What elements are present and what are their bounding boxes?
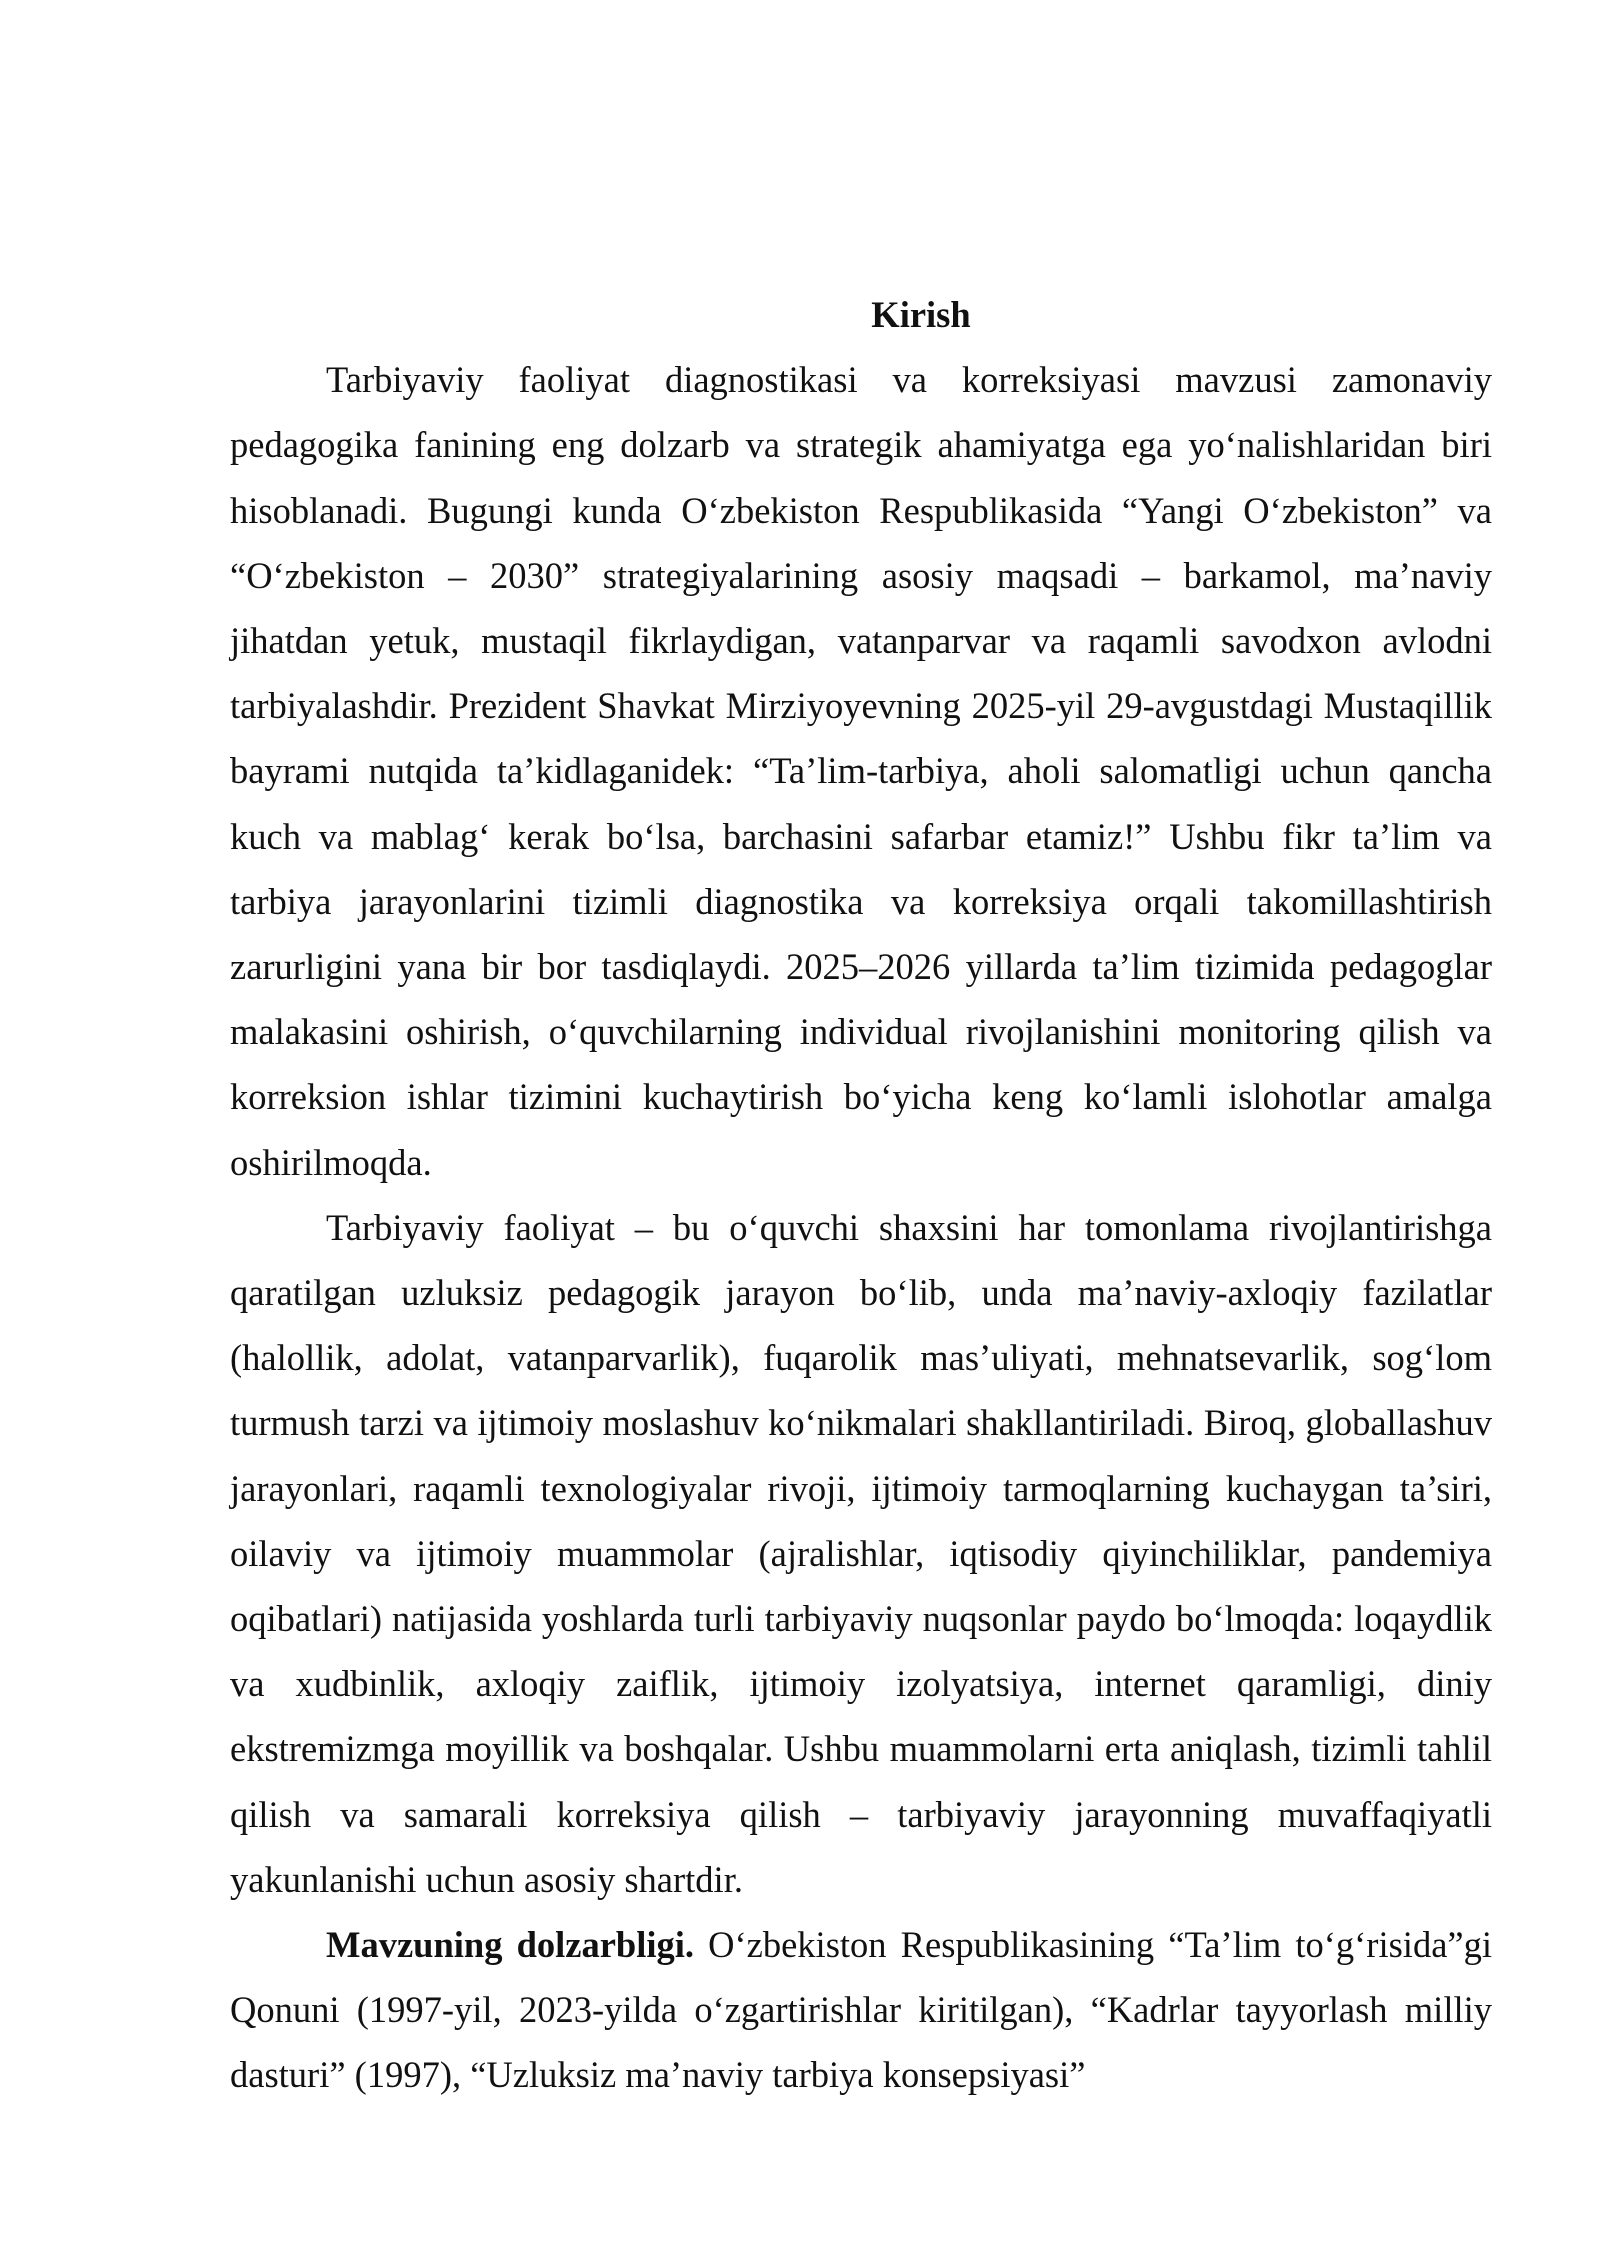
relevance-heading: Mavzuning dolzarbligi. [326, 1924, 695, 1966]
paragraph-relevance [230, 1912, 1492, 2108]
relevance-text: O‘zbekiston Respublikasining “Ta’lim to‘g‘risida”gi Qonuni (1997-yil, 2023-yilda o‘zgartirishlar kiritilgan), “Kadrlar tayyorlash milliy dasturi” (1997), “Uzluksiz ma’naviy tarbiya konsepsiyasi” [230, 1924, 1492, 2096]
document-page [230, 282, 1492, 2108]
paragraph-educational-activity: Tarbiyaviy faoliyat – bu o‘quvchi shaxsini har tomonlama rivojlantirishga qaratilgan uzluksiz pedagogik jarayon bo‘lib, unda ma’naviy-axloqiy fazilatlar (halollik, adolat, vatanparvarlik), fuqarolik mas’uliyati, mehnatsevarlik, sog‘lom turmush tarzi va ijtimoiy moslashuv ko‘nikmalari shakllantiriladi. Biroq, globallashuv jarayonlari, raqamli texnologiyalar rivoji, ijtimoiy tarmoqlarning kuchaygan ta’siri, oilaviy va ijtimoiy muammolar (ajralishlar, iqtisodiy qiyinchiliklar, pandemiya oqibatlari) natijasida yoshlarda turli tarbiyaviy nuqsonlar paydo bo‘lmoqda: loqaydlik va xudbinlik, axloqiy zaiflik, ijtimoiy izolyatsiya, internet qaramligi, diniy ekstremizmga moyillik va boshqalar. Ushbu muammolarni erta aniqlash, tizimli tahlil qilish va samarali korreksiya qilish – tarbiyaviy jarayonning muvaffaqiyatli yakunlanishi uchun asosiy shartdir. [230, 1206, 1492, 1900]
page-title: Kirish [871, 294, 971, 335]
paragraph-intro: Tarbiyaviy faoliyat diagnostikasi va korreksiyasi mavzusi zamonaviy pedagogika fanining eng dolzarb va strategik ahamiyatga ega yo‘nalishlaridan biri hisoblanadi. Bugungi kunda O‘zbekiston Respublikasida “Yangi O‘zbekiston” va “O‘zbekiston – 2030” strategiyalarining asosiy maqsadi – barkamol, ma’naviy jihatdan yetuk, mustaqil fikrlaydigan, vatanparvar va raqamli savodxon avlodni tarbiyalashdir. Prezident Shavkat Mirziyoyevning 2025-yil 29-avgustdagi Mustaqillik bayrami nutqida ta’kidlaganidek: “Ta’lim-tarbiya, aholi salomatligi uchun qancha kuch va mablag‘ kerak bo‘lsa, barchasini safarbar etamiz!” Ushbu fikr ta’lim va tarbiya jarayonlarini tizimli diagnostika va korreksiya orqali takomillashtirish zarurligini yana bir bor tasdiqlaydi. 2025–2026 yillarda ta’lim tizimida pedagoglar malakasini oshirish, o‘quvchilarning individual rivojlanishini monitoring qilish va korreksion ishlar tizimini kuchaytirish bo‘yicha keng ko‘lamli islohotlar amalga oshirilmoqda. [230, 359, 1492, 1183]
